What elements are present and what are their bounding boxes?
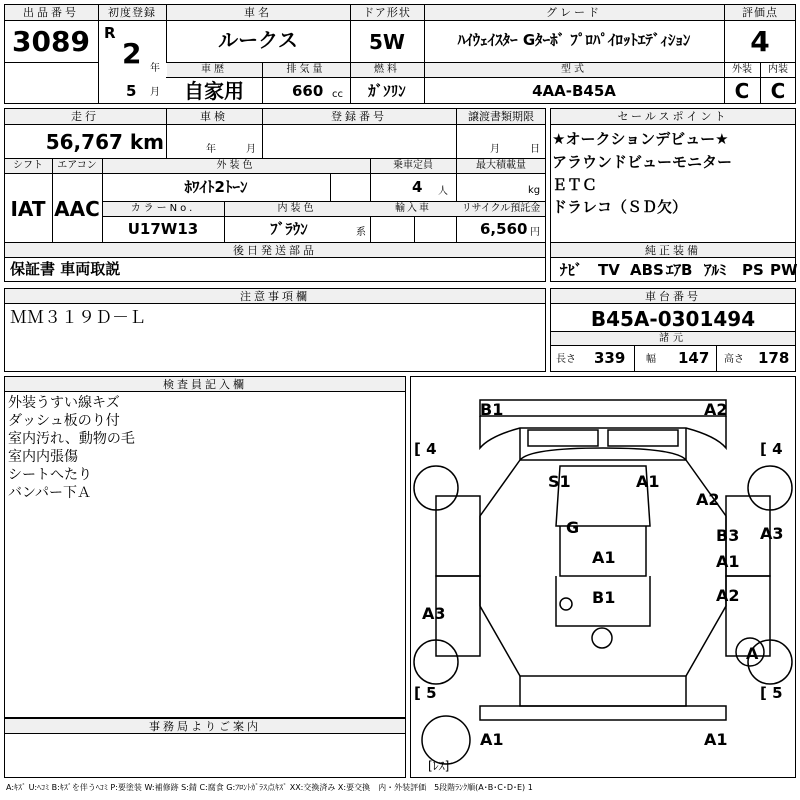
later-parts-value: 保証書 車両取説 [10,260,121,278]
shift-value: IAT [10,197,46,221]
equip-airbag: ｴｱB [666,261,693,279]
equip-tv: TV [598,261,620,279]
model-value: 4AA-B45A [532,82,616,100]
length-value: 339 [594,349,626,367]
reg-no-label: 登録番号 [331,110,387,123]
sales-line-1: ★オークションデビュー★ [552,130,729,148]
inspector-line-4: 室内内張傷 [8,449,78,465]
recycle-value: 6,560 [480,220,528,238]
damage-mark: A1 [704,730,728,749]
exterior-label: 外装 [732,64,752,75]
sales-line-4: ドラレコ（ＳＤ欠） [552,198,688,216]
notes-text: ＭＭ３１９Ｄ－Ｌ [10,308,146,328]
displacement-value: 660 [292,82,324,100]
inspection-month-unit: 月 [246,144,256,155]
transfer-day-unit: 日 [530,144,540,155]
spec-label: 諸元 [659,333,687,344]
mileage-value: 56,767 km [45,130,164,154]
lot-number: 3089 [12,25,90,58]
month-value: 5 [126,82,137,100]
displacement-label: 排気量 [286,64,326,75]
damage-mark: A1 [716,552,740,571]
recycle-unit: 円 [530,227,540,238]
recycle-label: リサイクル預託金 [461,203,541,214]
sales-line-2: アラウンドビューモニター [552,153,733,171]
load-unit: kg [528,185,541,196]
int-color-unit: 系 [356,227,366,238]
damage-mark: A2 [716,586,740,605]
car-name-label: 車名 [244,6,272,19]
interior-value: C [770,79,786,103]
year-unit: 年 [150,63,160,74]
sales-line-3: ＥＴＣ [552,176,598,194]
damage-mark: A1 [592,548,616,567]
transfer-month-unit: 月 [490,144,500,155]
grade-label: グレード [546,6,602,19]
color-no-label: カラーNo. [130,203,196,214]
import-label: 輸入車 [395,203,431,214]
exterior-value: C [734,79,750,103]
mileage-label: 走行 [71,110,99,123]
fuel-value: ｶﾞｿﾘﾝ [368,82,406,100]
damage-mark: A2 [696,490,720,509]
damage-mark: A [746,644,759,663]
office-label: 事務局よりご案内 [149,720,261,733]
month-unit: 月 [150,87,160,98]
tire-rear-right: [ 5 [760,684,783,702]
capacity-label: 乗車定員 [393,160,433,171]
int-color-value: ﾌﾞﾗｳﾝ [270,220,308,238]
era-value: R [104,24,116,42]
capacity-unit: 人 [438,186,448,197]
door-type: 5W [369,30,405,54]
chassis-label: 車台番号 [645,290,701,303]
car-diagram [410,376,796,778]
model-label: 型式 [561,64,587,75]
color-value: ﾎﾜｲﾄ2ﾄｰﾝ [184,178,248,196]
damage-mark: B1 [592,588,616,607]
inspector-line-1: 外装うすい線キズ [8,395,120,411]
width-value: 147 [678,349,710,367]
history-value: 自家用 [184,79,244,103]
color-no-value: U17W13 [127,220,199,238]
tire-front-left: [ 4 [414,440,437,458]
interior-label: 内装 [768,64,788,75]
damage-mark: A1 [480,730,504,749]
score-value: 4 [750,25,770,58]
damage-mark: A3 [760,524,784,543]
damage-mark: S1 [548,472,571,491]
load-label: 最大積載量 [476,160,526,171]
inspection-year-unit: 年 [206,144,216,155]
width-label: 幅 [646,354,656,365]
damage-mark: G [566,518,580,537]
first-reg-label: 初度登録 [108,6,156,19]
history-label: 車歴 [201,64,227,75]
later-parts-label: 後日発送部品 [233,244,317,257]
chassis-number: B45A-0301494 [590,307,756,331]
equip-pw: PW [770,261,798,279]
grade-value: ﾊｲｳｪｲｽﾀｰ Gﾀｰﾎﾞ ﾌﾟﾛﾊﾟｲﾛｯﾄｴﾃﾞｨｼｮﾝ [457,31,691,49]
fuel-label: 燃料 [374,64,400,75]
door-label: ドア形状 [363,6,411,19]
height-label: 高さ [724,354,744,365]
sales-point-label: セールスポイント [617,110,729,123]
lot-label: 出品番号 [23,6,79,19]
notes-label: 注意事項欄 [240,290,310,303]
inspection-label: 車検 [200,110,228,123]
year-value: 2 [122,37,142,70]
height-value: 178 [758,349,790,367]
ac-label: エアコン [57,160,97,171]
inspector-line-5: シートへたり [8,467,92,483]
capacity-value: 4 [412,178,423,196]
shift-label: シフト [13,160,43,171]
damage-mark: A2 [704,400,728,419]
equip-alloy: ｱﾙﾐ [704,261,727,279]
ac-value: AAC [54,197,100,221]
damage-mark: B3 [716,526,740,545]
inspector-line-6: バンパー下Ａ [8,485,92,501]
damage-mark: B1 [480,400,504,419]
damage-mark: A3 [422,604,446,623]
transfer-label: 譲渡書類期限 [468,110,534,123]
damage-mark: A1 [636,472,660,491]
inspector-line-3: 室内汚れ、動物の毛 [8,431,135,447]
car-name: ルークス [218,28,298,52]
color-label: 外装色 [216,160,256,171]
inspector-label: 検査員記入欄 [163,378,247,391]
score-label: 評価点 [742,6,778,19]
legend-text: A:ｷｽﾞ U:ﾍｺﾐ B:ｷｽﾞを伴うﾍｺﾐ P:要塗装 W:補修跡 S:錆 C:腐食 G:ﾌﾛﾝﾄｶﾞﾗｽ点ｷｽﾞ XX:交換済み X:要交換 内・外装評価 5段階ﾗﾝｸ順(A･B･C･D･E) 1 [6,783,533,792]
tire-rear-left: [ 5 [414,684,437,702]
equipment-label: 純正装備 [645,244,701,257]
length-label: 長さ [556,354,576,365]
displacement-unit: cc [332,89,343,100]
equip-navi: ﾅﾋﾞ [560,261,583,279]
equip-abs: ABS [630,261,664,279]
equip-ps: PS [742,261,764,279]
tire-front-right: [ 4 [760,440,783,458]
int-color-label: 内装色 [277,203,317,214]
spare-tire-label: [ﾚｽ] [428,759,450,773]
inspector-line-2: ダッシュ板のり付 [8,413,120,429]
